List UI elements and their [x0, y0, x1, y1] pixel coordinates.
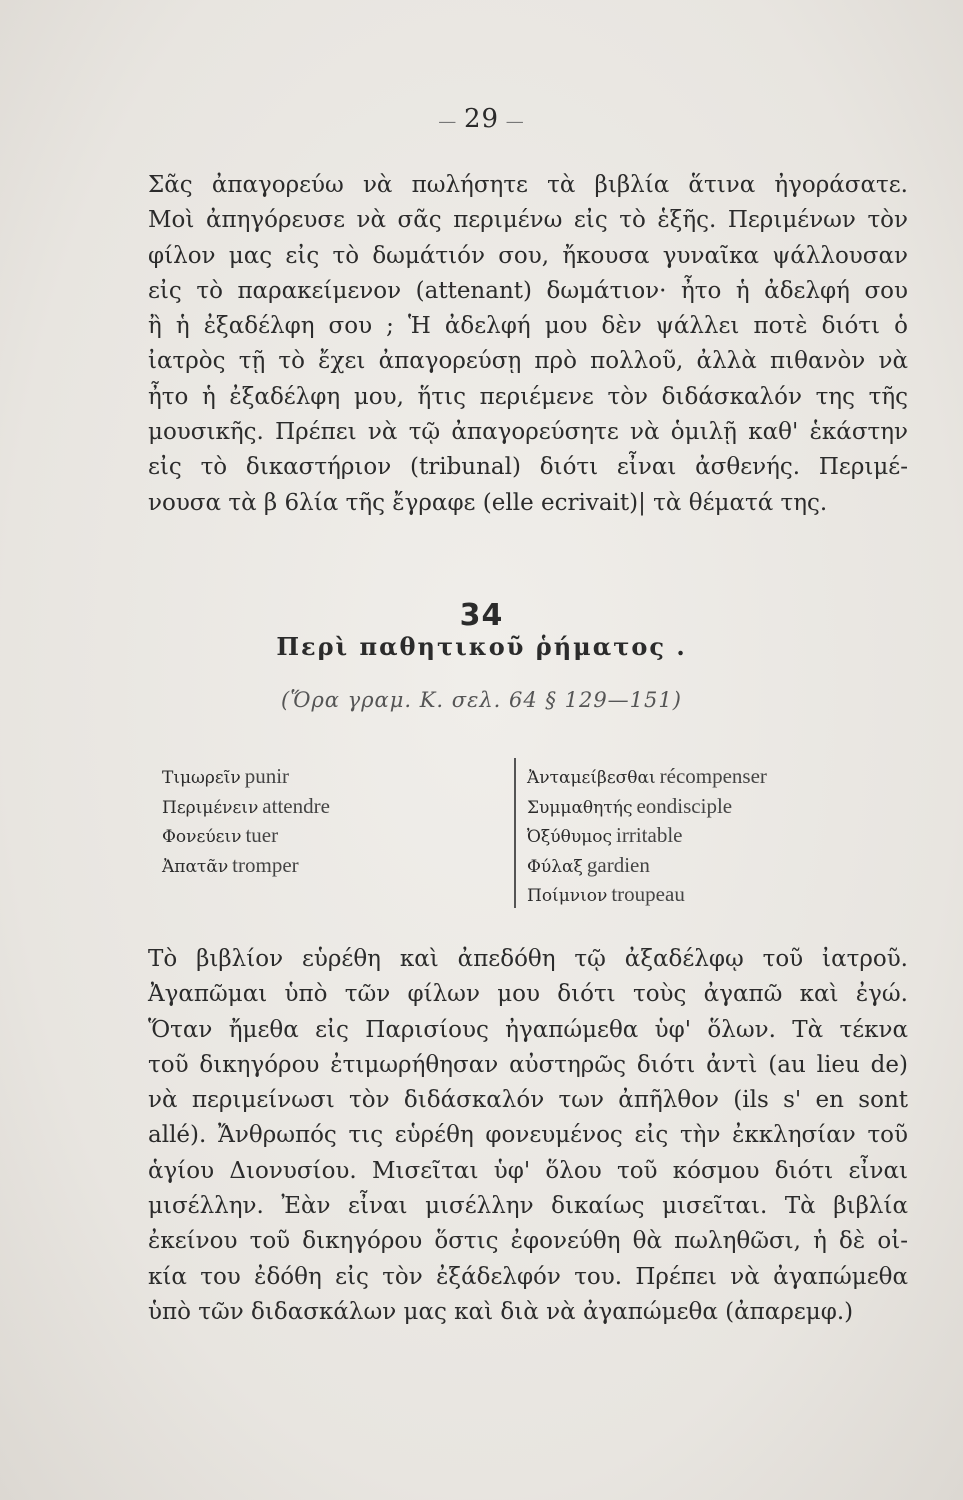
text-line: εἰς τὸ δικαστήριον (tribunal) διότι εἶναι ἀσθενής. Περιμέ- — [148, 454, 908, 481]
vocab-french: punir — [244, 764, 290, 788]
text-line: ἐκείνου τοῦ δικηγόρου ὅστις ἐφονεύθη θὰ πωληθῶσι, ἡ δὲ οἰ- — [148, 1228, 908, 1255]
vocabulary-column-right — [527, 762, 867, 910]
vocab-entry — [527, 880, 867, 910]
text-line: μισέλλην. Ἐὰν εἶναι μισέλλην δικαίως μισεῖται. Τὰ βιβλία — [148, 1193, 908, 1220]
vocab-greek: Φύλαξ — [527, 856, 583, 877]
vocab-entry — [162, 821, 502, 851]
vocab-greek: Ὀξύθυμος — [527, 827, 613, 847]
vocab-greek: Φονεύειν — [162, 827, 242, 847]
text-line: νὰ περιμείνωσι τὸν διδάσκαλόν των ἀπῆλθον (ils s' en sont — [148, 1087, 908, 1114]
vocab-entry — [527, 762, 867, 792]
vocab-greek: Ἀνταμείβεσθαι — [527, 768, 656, 788]
text-line: ἰατρὸς τῇ τὸ ἔχει ἀπαγορεύσῃ πρὸ πολλοῦ, ἀλλὰ πιθανὸν νὰ — [148, 348, 908, 375]
vocab-entry — [527, 792, 867, 822]
vocab-entry — [162, 792, 502, 822]
text-line: κία του ἐδόθη εἰς τὸν ἐξάδελφόν του. Πρέπει νὰ ἀγαπώμεθα — [148, 1263, 908, 1290]
vocab-french: irritable — [616, 823, 683, 847]
vocab-greek: Ἀπατᾶν — [162, 856, 229, 877]
vocab-entry — [527, 821, 867, 851]
page-number-value: 29 — [463, 104, 500, 134]
lesson-number: 34 — [459, 598, 504, 633]
grammar-reference: (Ὅρα γραμ. Κ. σελ. 64 § 129—151) — [281, 688, 682, 712]
vocabulary-column-left — [162, 762, 502, 880]
paragraph-exercise-34 — [148, 942, 908, 1330]
text-line: allé). Ἄνθρωπός τις εὑρέθη φονευμένος εἰς τὴν ἐκκλησίαν τοῦ — [148, 1122, 908, 1149]
text-line: Ἀγαπῶμαι ὑπὸ τῶν φίλων μου διότι τοὺς ἀγαπῶ καὶ ἐγώ. — [148, 981, 908, 1008]
vocab-greek: Συμμαθητής — [527, 797, 633, 818]
text-line: εἰς τὸ παρακείμενον (attenant) δωμάτιον· ἦτο ἡ ἀδελφή σου — [148, 277, 908, 304]
vocab-greek: Ποίμνιον — [527, 886, 608, 906]
text-line: φίλον μας εἰς τὸ δωμάτιόν σου, ἤκουσα γυναῖκα ψάλλουσαν — [148, 242, 908, 269]
vocabulary-table — [162, 762, 862, 912]
vocab-entry — [162, 851, 502, 881]
vocab-entry — [162, 762, 502, 792]
text-line: τοῦ δικηγόρου ἐτιμωρήθησαν αὐστηρῶς διότι ἀντὶ (au lieu de) — [148, 1051, 908, 1078]
vocab-entry — [527, 851, 867, 881]
vocab-french: attendre — [262, 793, 330, 818]
vocab-greek: Τιμωρεῖν — [162, 768, 241, 788]
text-line: μουσικῆς. Πρέπει νὰ τῷ ἀπαγορεύσητε νὰ ὁμιλῇ καθ' ἑκάστην — [148, 419, 908, 446]
text-line: ἁγίου Διονυσίου. Μισεῖται ὑφ' ὅλου τοῦ κόσμου διότι εἶναι — [148, 1157, 908, 1184]
text-line: ὑπὸ τῶν διδασκάλων μας καὶ διὰ νὰ ἀγαπώμεθα (ἀπαρεμφ.) — [148, 1298, 854, 1325]
text-line: ἢ ἡ ἐξαδέλφη σου ; Ἡ ἀδελφή μου δὲν ψάλλει ποτὲ διότι ὁ — [148, 313, 908, 340]
vocab-french: récompenser — [659, 764, 767, 788]
paragraph-exercise-33 — [148, 168, 908, 521]
page-number: — 29 — — [438, 104, 525, 134]
vocab-french: tromper — [232, 852, 299, 877]
vocab-french: eondisciple — [636, 793, 733, 818]
text-line: Ὅταν ἤμεθα εἰς Παρισίους ἠγαπώμεθα ὑφ' ὅλων. Τὰ τέκνα — [148, 1016, 908, 1043]
text-line: ἦτο ἡ ἐξαδέλφη μου, ἥτις περιέμενε τὸν διδάσκαλόν της τῆς — [148, 383, 908, 410]
vocab-french: troupeau — [611, 882, 685, 906]
lesson-title: Περὶ παθητικοῦ ῥήματος . — [276, 632, 687, 661]
text-line: Τὸ βιβλίον εὑρέθη καὶ ἀπεδόθη τῷ ἀξαδέλφῳ τοῦ ἰατροῦ. — [148, 946, 908, 972]
vocab-french: gardien — [586, 852, 650, 877]
text-line: Μοὶ ἀπηγόρευσε νὰ σᾶς περιμένω εἰς τὸ ἑξῆς. Περιμένων τὸν — [148, 207, 908, 234]
vocabulary-divider — [514, 758, 516, 908]
text-line: Σᾶς ἀπαγορεύω νὰ πωλήσητε τὰ βιβλία ἅτινα ἠγοράσατε. — [148, 172, 908, 198]
text-line: νουσα τὰ β 6λία τῆς ἔγραφε (elle ecrivait)| τὰ θέματά της. — [148, 489, 828, 516]
vocab-french: tuer — [245, 823, 279, 847]
vocab-greek: Περιμένειν — [162, 797, 259, 818]
